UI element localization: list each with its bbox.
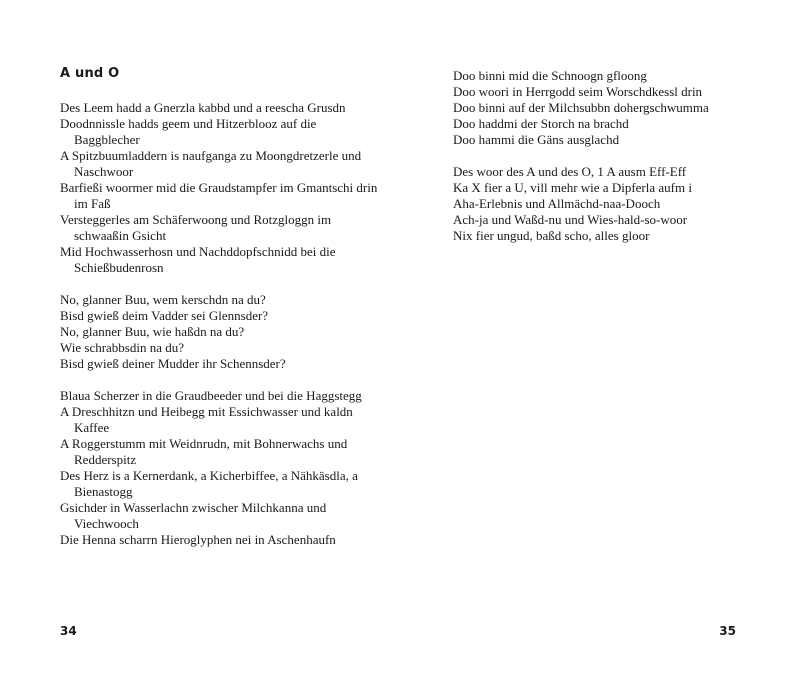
poem-line: Doodnnissle hadds geem und Hitzerblooz auf die Baggblecher <box>60 116 317 147</box>
poem-line: Des Herz is a Kernerdank, a Kicherbiffee, a Nähkäsdla, a Bienastogg <box>60 468 358 499</box>
right-page <box>399 0 798 676</box>
poem-line: Des woor des A und des O, 1 A ausm Eff-Eff <box>453 164 687 179</box>
poem-line: Versteggerles am Schäferwoong und Rotzgloggn im schwaaßin Gsicht <box>60 212 332 243</box>
poem-line: Doo woori in Herrgodd seim Worschdkessl drin <box>453 84 703 99</box>
poem-line: Barfießi woormer mid die Graudstampfer im Gmantschi drin im Faß <box>60 180 378 211</box>
stanza-4 <box>453 68 773 148</box>
poem-line: Doo binni mid die Schnoogn gfloong <box>453 68 647 83</box>
poem-line: Mid Hochwasserhosn und Nachddopfschnidd bei die Schießbudenrosn <box>60 244 336 275</box>
right-poem <box>453 68 773 260</box>
poem-line: Bisd gwieß deim Vadder sei Glennsder? <box>60 308 269 323</box>
poem-line: Doo hammi die Gäns ausglachd <box>453 132 620 147</box>
poem-line: No, glanner Buu, wie haßdn na du? <box>60 324 245 339</box>
poem-line: Wie schrabbsdin na du? <box>60 340 185 355</box>
poem-line: Des Leem hadd a Gnerzla kabbd und a reescha Grusdn <box>60 100 346 115</box>
page-number-left: 34 <box>60 624 77 638</box>
stanza-3 <box>60 388 380 548</box>
poem-line: A Spitzbuumladdern is naufganga zu Moongdretzerle und Naschwoor <box>60 148 362 179</box>
stanza-2 <box>60 292 380 372</box>
left-poem <box>60 100 380 564</box>
poem-line: Ka X fier a U, vill mehr wie a Dipferla aufm i <box>453 180 692 195</box>
poem-line: Die Henna scharrn Hieroglyphen nei in Aschenhaufn <box>60 532 336 547</box>
stanza-5 <box>453 164 773 244</box>
poem-line: Gsichder in Wasserlachn zwischer Milchkanna und Viechwooch <box>60 500 327 531</box>
stanza-1 <box>60 100 380 276</box>
poem-title: A und O <box>60 66 120 81</box>
poem-line: Nix fier ungud, baßd scho, alles gloor <box>453 228 650 243</box>
poem-line: Bisd gwieß deiner Mudder ihr Schennsder? <box>60 356 286 371</box>
poem-line: Aha-Erlebnis und Allmächd-naa-Dooch <box>453 196 661 211</box>
poem-line: A Roggerstumm mit Weidnrudn, mit Bohnerwachs und Redderspitz <box>60 436 348 467</box>
poem-line: Blaua Scherzer in die Graudbeeder und bei die Haggstegg <box>60 388 362 403</box>
page-number-right: 35 <box>719 624 736 638</box>
poem-line: Doo binni auf der Milchsubbn dohergschwumma <box>453 100 709 115</box>
poem-line: Ach-ja und Waßd-nu und Wies-hald-so-woor <box>453 212 688 227</box>
poem-line: A Dreschhitzn und Heibegg mit Essichwasser und kaldn Kaffee <box>60 404 353 435</box>
poem-line: No, glanner Buu, wem kerschdn na du? <box>60 292 266 307</box>
poem-line: Doo haddmi der Storch na brachd <box>453 116 629 131</box>
